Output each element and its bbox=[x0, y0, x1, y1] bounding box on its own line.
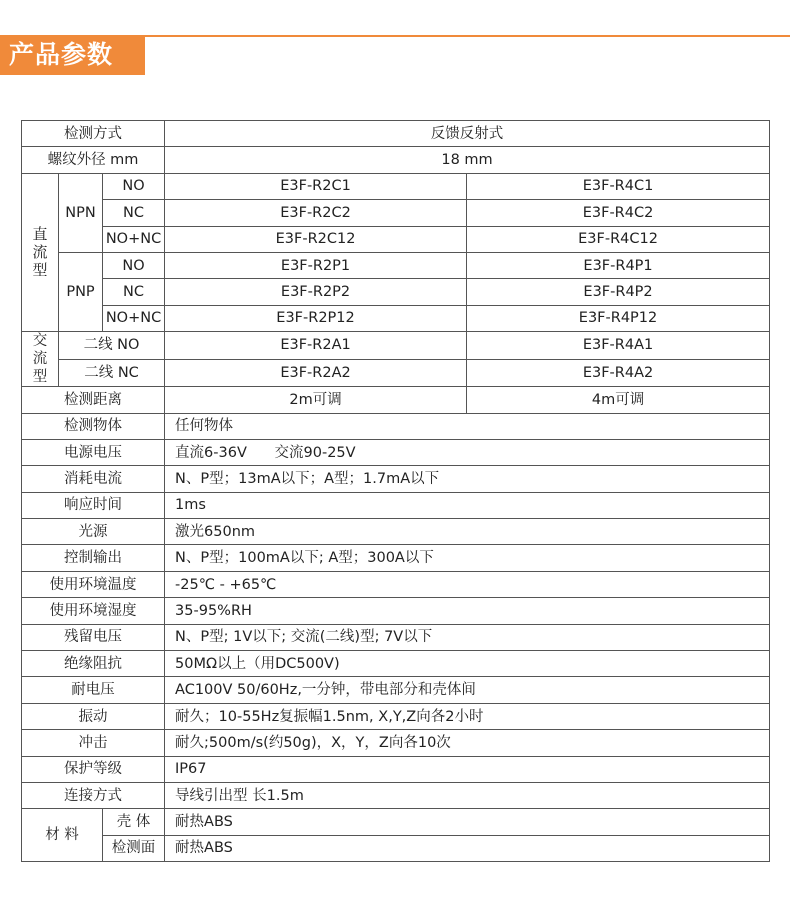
row-distance bbox=[22, 387, 770, 413]
spec-table bbox=[21, 120, 770, 862]
row-spec bbox=[22, 439, 770, 465]
cell-value: -25℃ - +65℃ bbox=[165, 571, 770, 597]
cell-label: 控制输出 bbox=[22, 545, 165, 571]
model-cell: E3F-R4C2 bbox=[467, 200, 770, 226]
cell-label: 残留电压 bbox=[22, 624, 165, 650]
cell-label: 绝缘阻抗 bbox=[22, 651, 165, 677]
row-spec bbox=[22, 730, 770, 756]
output-cell: NC bbox=[103, 200, 165, 226]
cell-value: 耐热ABS bbox=[165, 809, 770, 835]
cell-label: 壳 体 bbox=[103, 809, 165, 835]
cell-label: 耐电压 bbox=[22, 677, 165, 703]
row-spec bbox=[22, 782, 770, 808]
row-dc-2 bbox=[22, 226, 770, 252]
output-cell: 二线 NC bbox=[59, 359, 165, 387]
cell-label: 检测面 bbox=[103, 835, 165, 861]
output-cell: NO+NC bbox=[103, 226, 165, 252]
row-spec bbox=[22, 703, 770, 729]
row-dc-1 bbox=[22, 200, 770, 226]
model-cell: E3F-R4P1 bbox=[467, 252, 770, 278]
section-title: 产品参数 bbox=[0, 35, 145, 75]
ac-type-text: 交 流 型 bbox=[32, 333, 48, 386]
cell-value: 耐久;500m/s(约50g)，X，Y，Z向各10次 bbox=[165, 730, 770, 756]
cell-value: 直流6-36V 交流90-25V bbox=[165, 439, 770, 465]
cell-value: 35-95%RH bbox=[165, 598, 770, 624]
row-spec bbox=[22, 571, 770, 597]
cell-label: 光源 bbox=[22, 519, 165, 545]
model-cell: E3F-R2C2 bbox=[165, 200, 467, 226]
cell-label: 使用环境温度 bbox=[22, 571, 165, 597]
row-ac-1 bbox=[22, 359, 770, 387]
cell-value: 激光650nm bbox=[165, 519, 770, 545]
cell-value: 导线引出型 长1.5m bbox=[165, 782, 770, 808]
model-cell: E3F-R4C1 bbox=[467, 173, 770, 199]
dc-type-label bbox=[22, 173, 59, 331]
cell-value: N、P型；100mA以下; A型；300A以下 bbox=[165, 545, 770, 571]
output-cell: NO bbox=[103, 252, 165, 278]
output-cell: NC bbox=[103, 279, 165, 305]
model-cell: E3F-R4A2 bbox=[467, 359, 770, 387]
cell-value: 2m可调 bbox=[165, 387, 467, 413]
cell-label: 保护等级 bbox=[22, 756, 165, 782]
row-spec bbox=[22, 651, 770, 677]
model-cell: E3F-R2P2 bbox=[165, 279, 467, 305]
cell-label: 冲击 bbox=[22, 730, 165, 756]
material-label: 材 料 bbox=[22, 809, 103, 862]
row-spec bbox=[22, 492, 770, 518]
cell-label: 电源电压 bbox=[22, 439, 165, 465]
cell-value: N、P型；13mA以下；A型；1.7mA以下 bbox=[165, 466, 770, 492]
cell-value: 耐热ABS bbox=[165, 835, 770, 861]
model-cell: E3F-R2P1 bbox=[165, 252, 467, 278]
row-spec bbox=[22, 519, 770, 545]
row-material bbox=[22, 809, 770, 835]
row-spec bbox=[22, 413, 770, 439]
output-cell: NO bbox=[103, 173, 165, 199]
row-spec bbox=[22, 624, 770, 650]
dc-type-text: 直 流 型 bbox=[32, 225, 48, 280]
cell-value: 反馈反射式 bbox=[165, 121, 770, 147]
row-dc-5 bbox=[22, 305, 770, 331]
row-spec bbox=[22, 545, 770, 571]
cell-label: 连接方式 bbox=[22, 782, 165, 808]
model-cell: E3F-R2C12 bbox=[165, 226, 467, 252]
row-thread bbox=[22, 147, 770, 173]
cell-value: 4m可调 bbox=[467, 387, 770, 413]
model-cell: E3F-R2A2 bbox=[165, 359, 467, 387]
cell-value: 18 mm bbox=[165, 147, 770, 173]
cell-value: 任何物体 bbox=[165, 413, 770, 439]
row-material bbox=[22, 835, 770, 861]
cell-label: 检测方式 bbox=[22, 121, 165, 147]
row-dc-0 bbox=[22, 173, 770, 199]
cell-label: 螺纹外径 mm bbox=[22, 147, 165, 173]
output-cell: 二线 NO bbox=[59, 332, 165, 360]
cell-label: 响应时间 bbox=[22, 492, 165, 518]
cell-value: N、P型; 1V以下; 交流(二线)型; 7V以下 bbox=[165, 624, 770, 650]
row-spec bbox=[22, 677, 770, 703]
model-cell: E3F-R4C12 bbox=[467, 226, 770, 252]
model-cell: E3F-R4A1 bbox=[467, 332, 770, 360]
cell-value: 50MΩ以上（用DC500V) bbox=[165, 651, 770, 677]
row-spec bbox=[22, 466, 770, 492]
cell-value: 1ms bbox=[165, 492, 770, 518]
row-detect-method bbox=[22, 121, 770, 147]
row-spec bbox=[22, 598, 770, 624]
npn-label: NPN bbox=[59, 173, 103, 252]
model-cell: E3F-R4P2 bbox=[467, 279, 770, 305]
row-ac-0 bbox=[22, 332, 770, 360]
model-cell: E3F-R4P12 bbox=[467, 305, 770, 331]
model-cell: E3F-R2A1 bbox=[165, 332, 467, 360]
cell-label: 使用环境湿度 bbox=[22, 598, 165, 624]
row-dc-3 bbox=[22, 252, 770, 278]
pnp-label: PNP bbox=[59, 252, 103, 331]
cell-label: 检测物体 bbox=[22, 413, 165, 439]
model-cell: E3F-R2P12 bbox=[165, 305, 467, 331]
cell-value: 耐久；10-55Hz复振幅1.5nm, X,Y,Z向各2小时 bbox=[165, 703, 770, 729]
cell-label: 振动 bbox=[22, 703, 165, 729]
ac-type-label bbox=[22, 332, 59, 387]
cell-label: 检测距离 bbox=[22, 387, 165, 413]
cell-value: AC100V 50/60Hz,一分钟，带电部分和壳体间 bbox=[165, 677, 770, 703]
cell-label: 消耗电流 bbox=[22, 466, 165, 492]
cell-value: IP67 bbox=[165, 756, 770, 782]
row-dc-4 bbox=[22, 279, 770, 305]
row-spec bbox=[22, 756, 770, 782]
output-cell: NO+NC bbox=[103, 305, 165, 331]
model-cell: E3F-R2C1 bbox=[165, 173, 467, 199]
